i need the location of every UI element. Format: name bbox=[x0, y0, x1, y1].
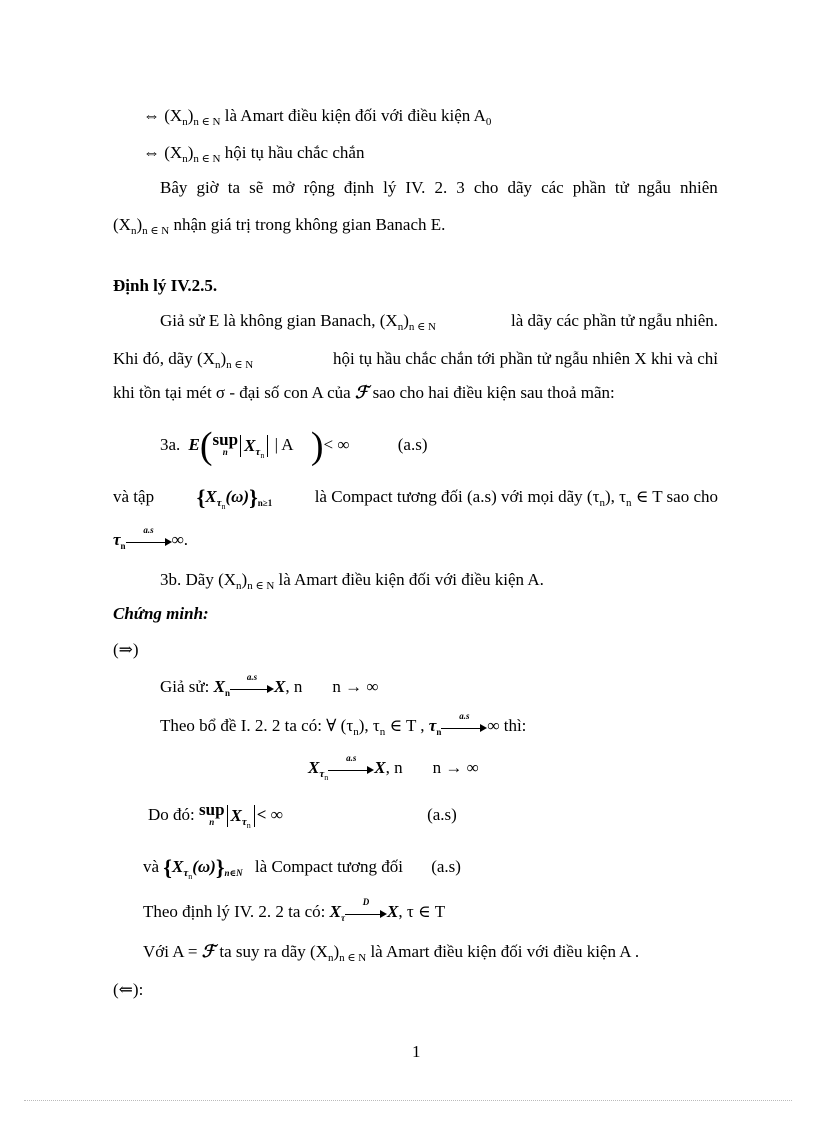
iff-symbol: ⇔ bbox=[143, 143, 160, 162]
as-arrow: a.s bbox=[328, 759, 374, 779]
as-arrow: a.s bbox=[441, 717, 487, 737]
proof-line-conclusion: Với A = ℱ ta suy ra dãy $(X_n)_{n \in N}$ là Amart điều kiện đối với điều kiện A . bbox=[143, 942, 640, 964]
proof-line-lemma: Theo bổ đề I. 2. 2 ta có: ∀ $(\tau_n)$, $\tau_n$ ∈ T , $\tau_n$ a.s ∞ thì: bbox=[160, 711, 527, 738]
iff-symbol: ⇔ bbox=[143, 106, 160, 125]
page-number: 1 bbox=[412, 1042, 421, 1061]
proof-line-xtau-converge: $X_{\tau n}$ a.s X, n n → ∞ bbox=[308, 753, 479, 782]
condition-3a: 3a. E(sup n $X_{\tau n}$ | A )< ∞ (a.s) bbox=[160, 425, 428, 467]
script-f-symbol: ℱ bbox=[354, 383, 369, 403]
proof-line-assume: Giả sử: $X_n$ a.s X, n n → ∞ bbox=[160, 672, 379, 698]
as-arrow: a.s bbox=[126, 531, 172, 551]
as-arrow: a.s bbox=[230, 678, 274, 698]
theorem-line3: khi tồn tại mét σ - đại số con A của ℱ sao cho hai điều kiện sau thoả mãn: bbox=[113, 383, 615, 403]
theorem-line2: Khi đó, dãy $(X_n)_{n \in N}$ hội tụ hầu chắc chắn tới phần tử ngẫu nhiên X khi và chỉ bbox=[113, 349, 718, 371]
distribution-arrow: D bbox=[345, 903, 387, 923]
condition-3b: 3b. Dãy $(X_n)_{n \in N}$ là Amart điều kiện đối với điều kiện A. bbox=[160, 570, 544, 592]
compact-line2: $\tau_n$ a.s ∞. bbox=[113, 525, 188, 551]
script-f-symbol: ℱ bbox=[201, 942, 216, 962]
backward-direction: (⇐): bbox=[113, 980, 144, 999]
proof-line-bounded: Do đó: sup n $X_{\tau n}<$ ∞ (a.s) bbox=[148, 800, 457, 830]
line-iff-converge: ⇔ $(X_n)_{n \in N}$ hội tụ hầu chắc chắn bbox=[143, 143, 365, 165]
page-bottom-divider bbox=[24, 1100, 792, 1101]
paragraph-extend-line1: Bây giờ ta sẽ mở rộng định lý IV. 2. 3 cho dãy các phần tử ngẫu nhiên bbox=[160, 178, 718, 197]
theorem-heading: Định lý IV.2.5. bbox=[113, 276, 218, 295]
paragraph-extend-line2: $(X_n)_{n \in N}$ nhận giá trị trong không gian Banach E. bbox=[113, 215, 446, 237]
proof-line-compact: và $\{X_{\tau n}(\omega)\}_{n\in N}$ là Compact tương đối (a.s) bbox=[143, 855, 461, 881]
theorem-line1: Giả sử E là không gian Banach, $(X_n)_{n \in N}$ là dãy các phần tử ngẫu nhiên. bbox=[160, 311, 718, 333]
proof-heading: Chứng minh: bbox=[113, 604, 209, 623]
line-iff-amart: ⇔ $(X_n)_{n \in N}$ là Amart điều kiện đối với điều kiện $A_0$ bbox=[143, 106, 492, 128]
forward-direction: (⇒) bbox=[113, 640, 139, 659]
compact-line1: và tập $\{X_{\tau n}(\omega)\}_{n\ge 1}$ là Compact tương đối (a.s) với mọi dãy $(\tau_n)$, $\tau_n$ ∈ T sao cho bbox=[113, 485, 718, 511]
proof-line-theorem: Theo định lý IV. 2. 2 ta có: $X_\tau$ D X, τ ∈ T bbox=[143, 897, 446, 923]
